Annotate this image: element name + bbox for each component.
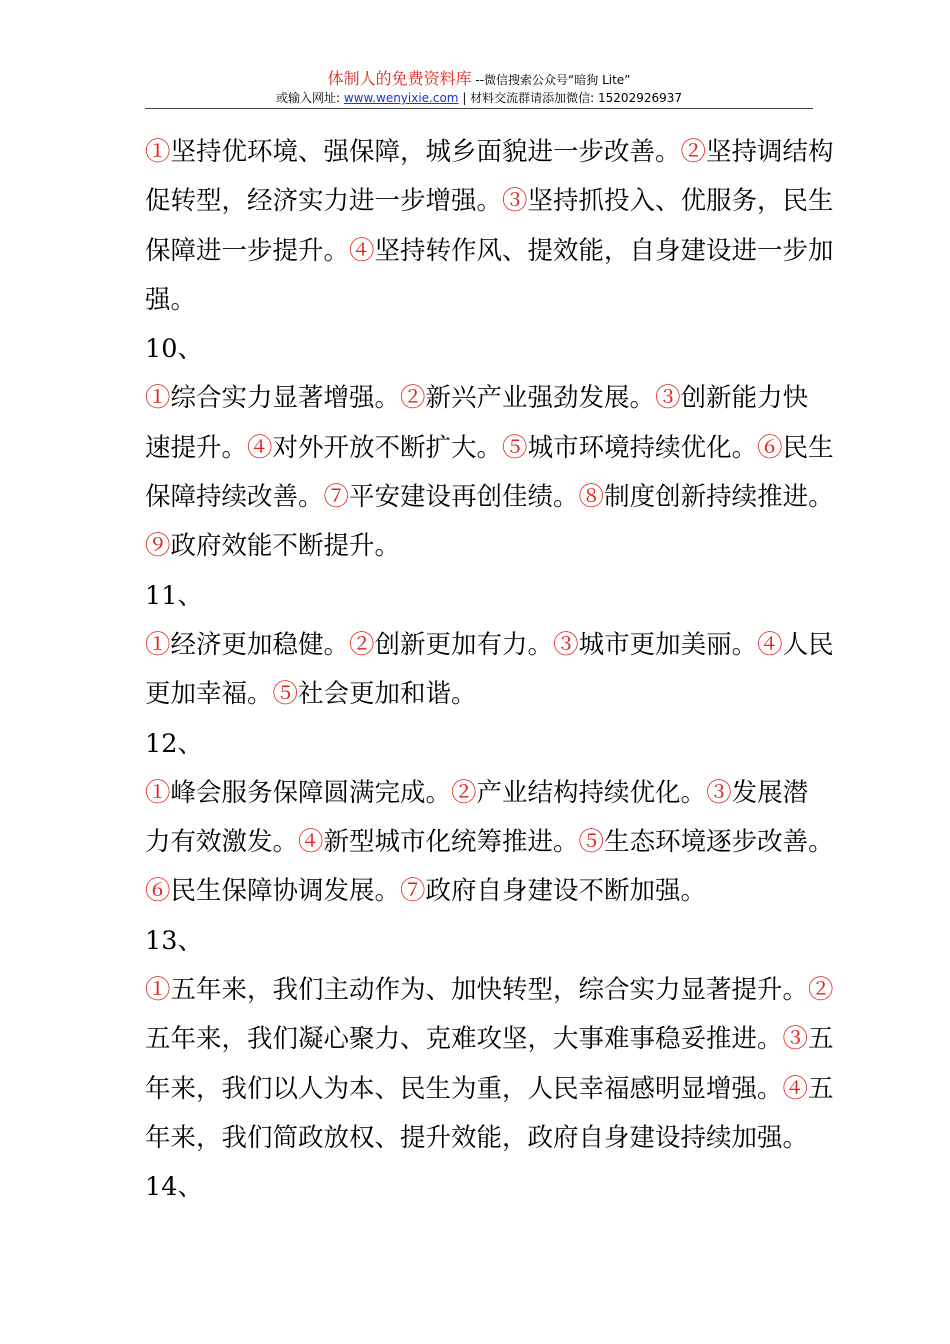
item-number: ④ xyxy=(349,235,375,266)
text-segment: 坚持抓投入、优服务，民生 xyxy=(527,186,834,217)
text-segment: 对外开放不断扩大。 xyxy=(272,432,503,463)
text-segment: 五年来，我们凝心聚力、克难攻坚，大事难事稳妥推进。 xyxy=(145,1024,783,1055)
text-line xyxy=(145,374,820,423)
item-number: ⑧ xyxy=(578,482,605,513)
text-segment: 10、 xyxy=(145,334,203,365)
document-body xyxy=(145,128,834,1213)
text-segment: 政府自身建设不断加强。 xyxy=(425,876,707,907)
text-segment: 创新能力快 xyxy=(680,383,809,414)
wechat-hint: --微信搜索公众号“暗狗 Lite” xyxy=(471,73,631,87)
item-number: ④ xyxy=(782,1073,809,1104)
header-title-line xyxy=(145,68,813,90)
text-segment: 民生 xyxy=(782,432,834,463)
text-line xyxy=(145,227,834,276)
item-number: ④ xyxy=(247,432,273,463)
text-segment: 新型城市化统筹推进。 xyxy=(323,827,579,858)
text-segment: 五年来，我们主动作为、加快转型，综合实力显著提升。 xyxy=(170,975,809,1006)
text-segment: 年来，我们简政放权、提升效能，政府自身建设持续加强。 xyxy=(145,1122,809,1153)
item-number: ② xyxy=(451,777,477,808)
text-line xyxy=(145,1015,834,1064)
item-number: ④ xyxy=(757,629,783,660)
text-line xyxy=(145,720,820,769)
text-line xyxy=(145,1163,820,1212)
text-segment: 保障进一步提升。 xyxy=(145,235,350,266)
contact-info: | 材料交流群请添加微信: 15202926937 xyxy=(458,91,683,105)
item-number: ③ xyxy=(782,1024,809,1055)
text-segment: 生态环境逐步改善。 xyxy=(604,827,834,858)
item-number: ⑤ xyxy=(502,432,528,463)
item-number: ⑦ xyxy=(400,876,426,907)
website-link[interactable]: www.wenyixie.com xyxy=(343,91,459,105)
text-line xyxy=(145,621,834,670)
item-number: ③ xyxy=(502,186,528,217)
text-line xyxy=(145,276,820,325)
text-line xyxy=(145,867,820,916)
item-number: ⑤ xyxy=(272,679,299,710)
item-number: ⑥ xyxy=(757,432,783,463)
item-number: ③ xyxy=(706,777,732,808)
text-segment: 峰会服务保障圆满完成。 xyxy=(170,777,452,808)
item-number: ⑤ xyxy=(578,827,605,858)
text-segment: 城市更加美丽。 xyxy=(578,629,758,660)
text-segment: 五 xyxy=(808,1073,834,1104)
text-segment: 11、 xyxy=(145,580,203,611)
text-segment: 城市环境持续优化。 xyxy=(527,432,758,463)
text-segment: 坚持调结构 xyxy=(706,137,834,167)
item-number: ② xyxy=(400,383,426,414)
text-segment: 创新更加有力。 xyxy=(374,629,554,660)
text-segment: 13、 xyxy=(145,925,203,956)
text-line xyxy=(145,177,834,226)
text-segment: 发展潜 xyxy=(731,777,809,808)
text-segment: 力有效激发。 xyxy=(145,827,299,858)
text-segment: 更加幸福。 xyxy=(145,679,273,710)
text-line xyxy=(145,325,820,374)
header-divider xyxy=(145,108,813,109)
item-number: ⑦ xyxy=(323,482,350,513)
text-segment: 14、 xyxy=(145,1172,203,1203)
header-contact-line xyxy=(145,90,813,106)
text-line xyxy=(145,128,834,177)
text-line xyxy=(145,917,820,966)
text-segment: 经济更加稳健。 xyxy=(170,629,350,660)
url-prefix: 或输入网址: xyxy=(275,91,344,105)
text-segment: 12、 xyxy=(145,728,203,759)
text-line xyxy=(145,670,820,719)
page-header xyxy=(145,68,813,106)
text-segment: 保障持续改善。 xyxy=(145,482,324,513)
text-segment: 社会更加和谐。 xyxy=(298,679,477,710)
item-number: ① xyxy=(145,137,171,167)
text-segment: 速提升。 xyxy=(145,432,248,463)
text-segment: 产业结构持续优化。 xyxy=(476,777,707,808)
item-number: ⑥ xyxy=(145,876,171,907)
item-number: ③ xyxy=(655,383,681,414)
item-number: ② xyxy=(808,975,834,1006)
text-line xyxy=(145,818,834,867)
item-number: ② xyxy=(349,629,375,660)
text-segment: 制度创新持续推进。 xyxy=(604,482,834,513)
text-line xyxy=(145,424,834,473)
text-segment: 强。 xyxy=(145,284,197,315)
text-segment: 政府效能不断提升。 xyxy=(170,531,401,562)
text-segment: 新兴产业强劲发展。 xyxy=(425,383,656,414)
text-line xyxy=(145,769,820,818)
item-number: ④ xyxy=(298,827,324,858)
text-segment: 坚持优环境、强保障，城乡面貌进一步改善。 xyxy=(170,137,681,167)
text-segment: 综合实力显著增强。 xyxy=(170,383,401,414)
item-number: ① xyxy=(145,629,171,660)
text-segment: 民生保障协调发展。 xyxy=(170,876,401,907)
text-segment: 年来，我们以人为本、民生为重，人民幸福感明显增强。 xyxy=(145,1073,783,1104)
item-number: ⑨ xyxy=(145,531,171,562)
text-line xyxy=(145,966,834,1015)
text-line xyxy=(145,1114,820,1163)
text-segment: 促转型，经济实力进一步增强。 xyxy=(145,186,503,217)
text-line xyxy=(145,473,834,522)
item-number: ② xyxy=(680,137,707,167)
item-number: ① xyxy=(145,975,171,1006)
text-segment: 人民 xyxy=(782,629,834,660)
item-number: ① xyxy=(145,383,171,414)
item-number: ① xyxy=(145,777,171,808)
text-line xyxy=(145,1065,834,1114)
item-number: ③ xyxy=(553,629,579,660)
text-segment: 坚持转作风、提效能，自身建设进一步加 xyxy=(374,235,834,266)
text-segment: 平安建设再创佳绩。 xyxy=(349,482,579,513)
text-segment: 五 xyxy=(808,1024,834,1055)
text-line xyxy=(145,522,820,571)
text-line xyxy=(145,572,820,621)
brand-title: 体制人的免费资料库 xyxy=(327,69,472,88)
